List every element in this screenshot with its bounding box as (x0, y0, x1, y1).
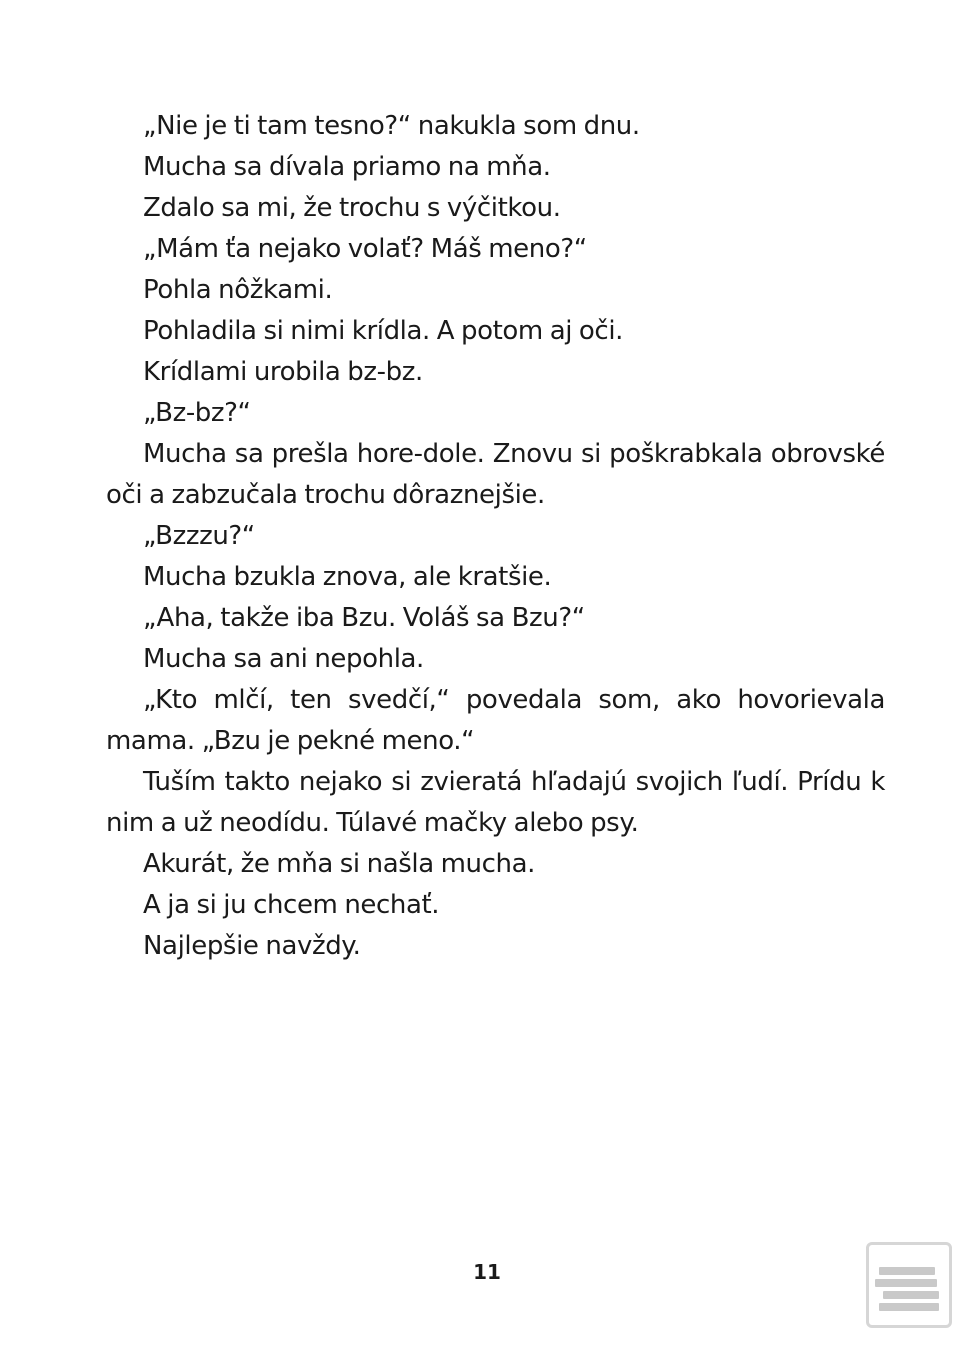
paragraph: „Kto mlčí, ten svedčí,“ povedala som, ako hovorievala mama. „Bzu je pekné meno.“ (106, 685, 885, 756)
paragraph: Akurát, že mňa si našla mucha. (143, 849, 535, 879)
paragraph: Mucha sa dívala priamo na mňa. (143, 152, 551, 182)
paragraph: „Aha, takže iba Bzu. Voláš sa Bzu?“ (143, 603, 585, 633)
paragraph: Zdalo sa mi, že trochu s výčitkou. (143, 193, 561, 223)
paragraph: A ja si ju chcem nechať. (143, 890, 440, 920)
paragraph: Tuším takto nejako si zvieratá hľadajú svojich ľudí. Prídu k nim a už neodídu. Túlavé mačky alebo psy. (106, 767, 885, 838)
book-bar-icon (883, 1291, 939, 1299)
paragraph: „Nie je ti tam tesno?“ nakukla som dnu. (143, 111, 640, 141)
paragraph: Mucha bzukla znova, ale kratšie. (143, 562, 552, 592)
body-text (106, 106, 885, 967)
book-bar-icon (875, 1279, 937, 1287)
paragraph: Krídlami urobila bz-bz. (143, 357, 423, 387)
paragraph: Pohla nôžkami. (143, 275, 333, 305)
paragraph: Mucha sa ani nepohla. (143, 644, 424, 674)
paragraph: „Bzzzu?“ (143, 521, 255, 551)
paragraph: „Mám ťa nejako volať? Máš meno?“ (143, 234, 587, 264)
paragraph: „Bz-bz?“ (143, 398, 251, 428)
paragraph: Najlepšie navždy. (143, 931, 361, 961)
page-number: 11 (473, 1260, 501, 1284)
paragraph: Mucha sa prešla hore-dole. Znovu si poškrabkala obrovské oči a zabzučala trochu dôraznejšie. (106, 439, 885, 510)
book-bar-icon (879, 1303, 939, 1311)
stacked-books-icon[interactable] (866, 1242, 952, 1328)
book-bar-icon (879, 1267, 935, 1275)
paragraph: Pohladila si nimi krídla. A potom aj oči. (143, 316, 624, 346)
